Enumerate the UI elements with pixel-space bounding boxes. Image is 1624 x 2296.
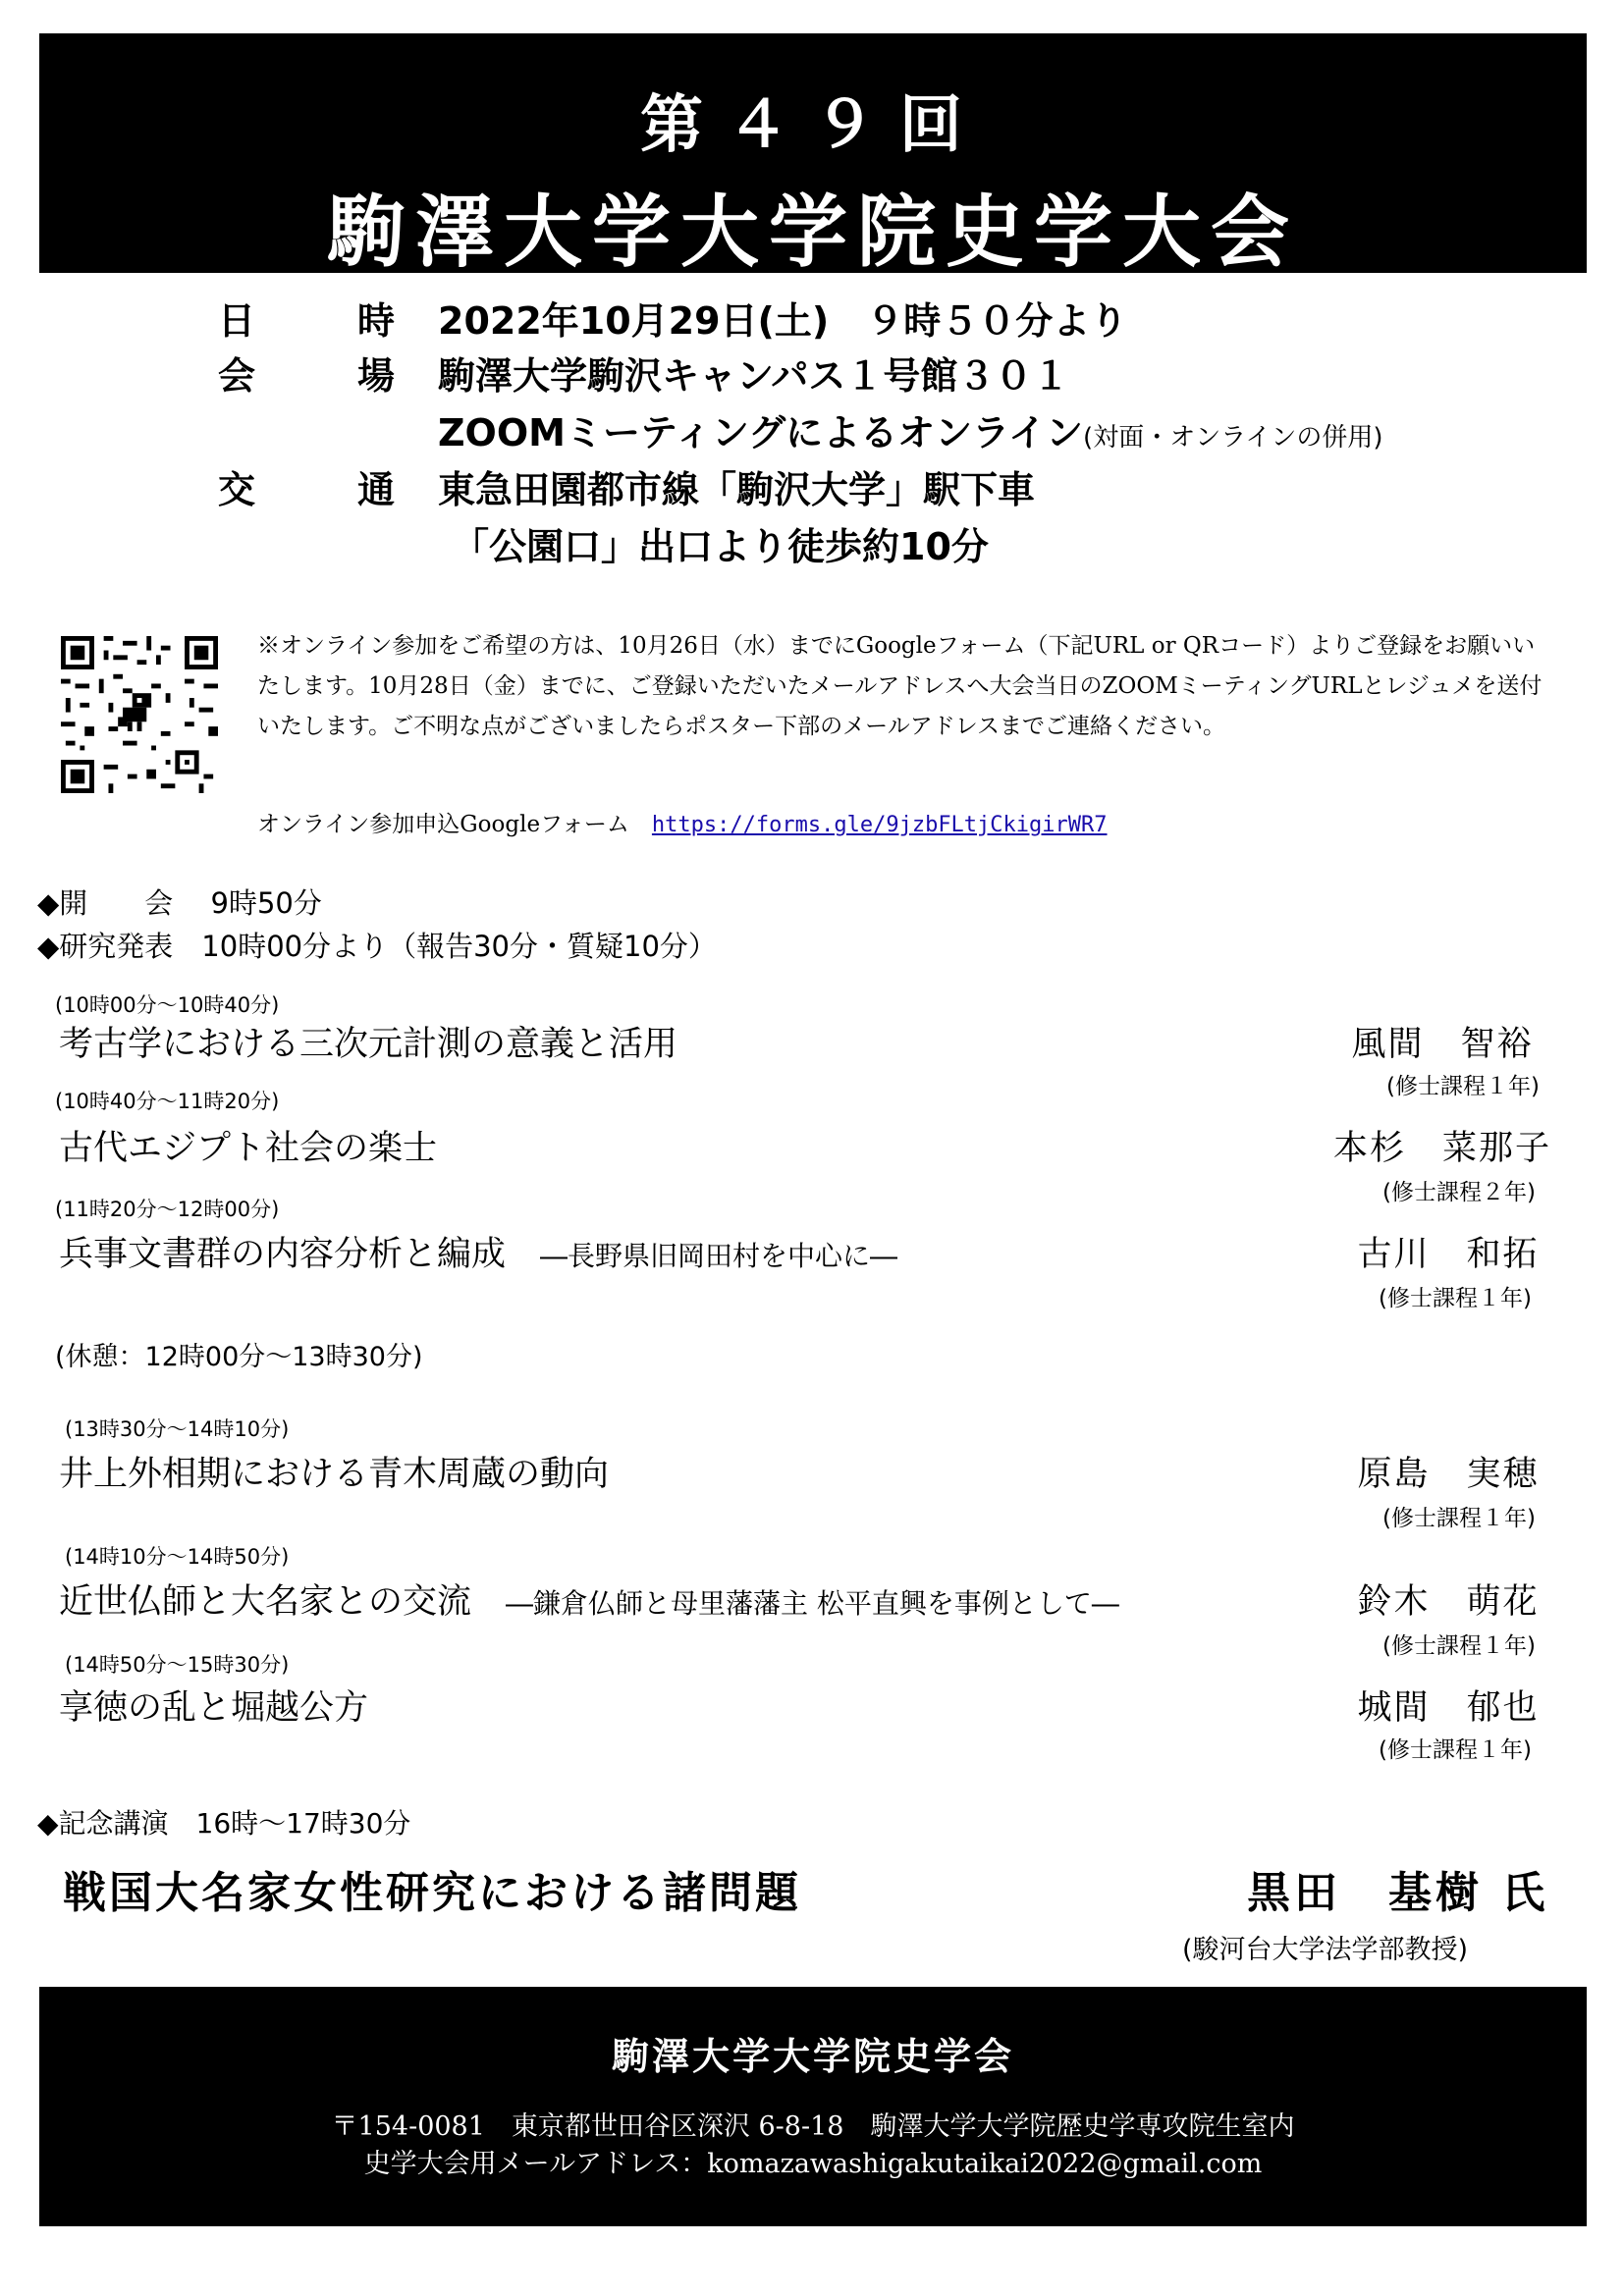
date-text: 2022年10月29日(土) ９時５０分より [438,299,1128,343]
lecture-header: ◆記念講演 16時～17時30分 [37,1807,411,1840]
venue-label: 会 場 [218,354,395,398]
presentation-title: 古代エジプト社会の楽士 [59,1129,438,1168]
online-note: (対面・オンラインの併用) [1083,423,1383,453]
footer-banner [39,1987,1587,2226]
form-label: オンライン参加申込Googleフォーム [257,812,629,837]
presenter-affiliation: (修士課程２年) [1382,1180,1536,1205]
online-notice: ※オンライン参加をご希望の方は、10月26日（水）までにGoogleフォーム（下記URL or QRコード）よりご登録をお願いいたします。10月28日（金）までに、ご登録いただいたメールアドレスへ大会当日のZOOMミーティングURLとレジュメを送付いたします。ご不明な点がございましたらポスター下部のメールアドレスまでご連絡ください。 [257,633,1543,739]
presentation-title: 兵事文書群の内容分析と編成 [59,1235,507,1274]
presenter-affiliation: (修士課程１年) [1379,1737,1532,1763]
footer-address: 〒154-0081 東京都世田谷区深沢 6-8-18 駒澤大学大学院歴史学専攻院生室内 [331,2111,1295,2142]
presenter-affiliation: (修士課程１年) [1379,1286,1532,1311]
presenter-affiliation: (修士課程１年) [1382,1633,1536,1659]
break-line: (休憩：12時00分～13時30分) [55,1342,423,1372]
form-url-link[interactable]: https://forms.gle/9jzbFLtjCkigirWR7 [651,813,1108,837]
form-line [257,805,1593,845]
lecturer-affiliation: (駿河台大学法学部教授) [1182,1935,1469,1965]
access-text-2: 「公園口」出口より徒歩約10分 [452,525,989,568]
presentation-time: (10時40分～11時20分) [55,1090,280,1113]
presentation-title-row [59,1227,897,1276]
lecturer-name: 黒田 基樹 氏 [1247,1868,1549,1918]
research-line: ◆研究発表 10時00分より（報告30分・質疑10分） [37,930,717,963]
lecture-title: 戦国大名家女性研究における諸問題 [63,1868,801,1918]
presenter-name: 古川 和拓 [1357,1235,1540,1274]
presentation-time: (11時20分～12時00分) [55,1198,280,1221]
presentation-subtitle: ―長野県旧岡田村を中心に― [540,1240,898,1272]
access-text-1: 東急田園都市線「駒沢大学」駅下車 [438,468,1036,511]
date-label: 日 時 [218,299,395,343]
presentation-subtitle: ―鎌倉仏師と母里藩藩主 松平直興を事例として― [506,1587,1119,1620]
presentation-time: (14時50分～15時30分) [65,1653,290,1677]
presenter-affiliation: (修士課程１年) [1386,1074,1540,1099]
presenter-name: 本杉 菜那子 [1332,1129,1551,1168]
opening-line: ◆開 会 9時50分 [37,886,322,920]
presenter-name: 鈴木 萌花 [1357,1582,1540,1622]
presentation-title: 考古学における三次元計測の意義と活用 [59,1025,678,1064]
event-title: 駒澤大学大学院史学大会 [327,186,1299,278]
presentation-title: 井上外相期における青木周蔵の動向 [59,1455,610,1494]
footer-organization: 駒澤大学大学院史学会 [611,2034,1014,2078]
access-label: 交 通 [218,468,395,511]
presenter-name: 城間 郁也 [1357,1688,1540,1728]
venue-text: 駒澤大学駒沢キャンパス１号館３０１ [438,354,1070,398]
online-text: ZOOMミーティングによるオンライン(対面・オンラインの併用) [438,411,1383,454]
qr-code-icon[interactable] [61,636,218,793]
presentation-time: (10時00分～10時40分) [55,993,280,1017]
footer-email[interactable]: 史学大会用メールアドレス：komazawashigakutaikai2022@gmail.com [363,2149,1263,2179]
presentation-title: 近世仏師と大名家との交流 [59,1582,472,1622]
header-banner [39,33,1587,278]
presenter-name: 風間 智裕 [1351,1025,1534,1064]
presentation-title-row [59,1575,1119,1624]
presentation-time: (13時30分～14時10分) [65,1417,290,1441]
presentation-time: (14時10分～14時50分) [65,1545,290,1569]
presentation-title: 享徳の乱と堀越公方 [59,1688,369,1728]
presenter-name: 原島 実穂 [1357,1455,1540,1494]
event-number: 第４９回 [640,88,986,162]
presenter-affiliation: (修士課程１年) [1382,1506,1536,1531]
